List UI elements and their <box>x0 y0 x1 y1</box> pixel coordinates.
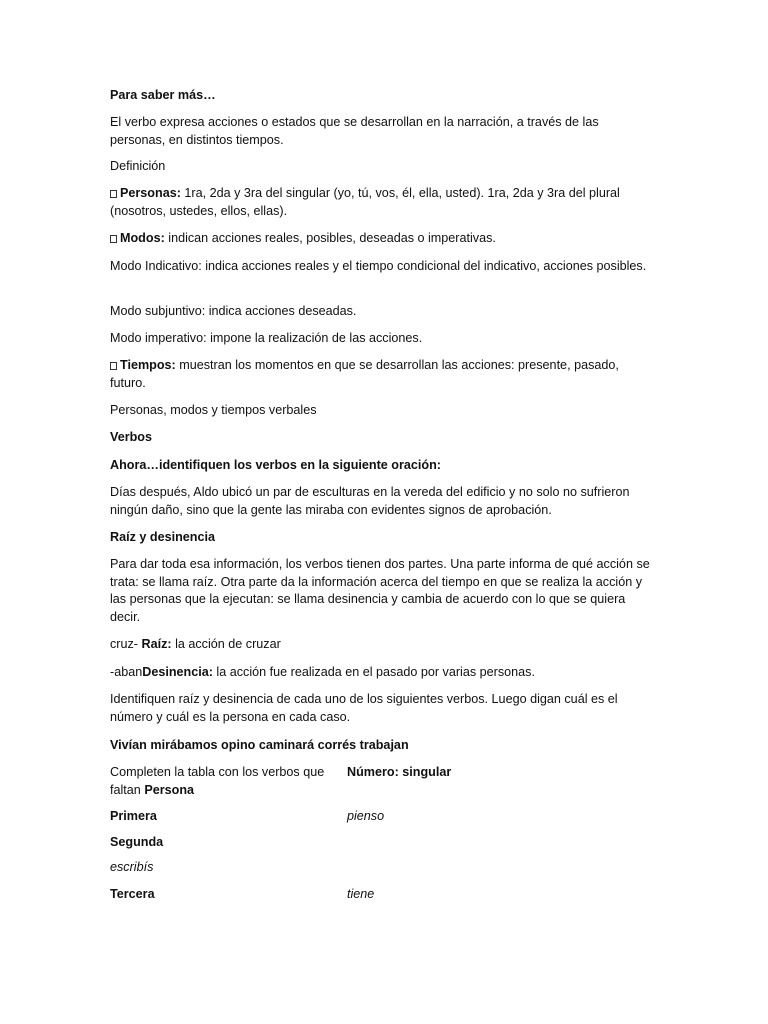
modo-subjuntivo-paragraph: Modo subjuntivo: indica acciones deseadas. <box>110 304 357 318</box>
tiempos-text: muestran los momentos en que se desarrollan las acciones: presente, pasado, futuro. <box>110 358 619 390</box>
raiz-paragraph: Para dar toda esa información, los verbos tienen dos partes. Una parte informa de qué acción se trata: se llama raíz. Otra parte da la información acerca del tiempo en que se realiza la acción y las personas que la ejecutan: se llama desinencia y cambia de acuerdo con lo que se quiera decir. <box>110 557 650 624</box>
aban-example <box>110 664 650 682</box>
tiempos-item <box>110 357 650 392</box>
bullet-box-icon <box>110 362 117 370</box>
verb-list: Vivían mirábamos opino caminará corrés trabajan <box>110 738 409 752</box>
cruz-example <box>110 636 650 654</box>
table-row-segunda-label: Segunda <box>110 835 164 849</box>
desinencia-label: Desinencia: <box>142 665 213 679</box>
table-row-tercera-value: tiene <box>347 887 375 901</box>
table-row-segunda-value: escribís <box>110 860 154 874</box>
table-header-numero: Número: singular <box>347 765 452 779</box>
table-row-primera-label: Primera <box>110 809 157 823</box>
oracion-paragraph: Días después, Aldo ubicó un par de esculturas en la vereda del edificio y no solo no sufrieron ningún daño, sino que la gente las miraba con evidentes signos de aprobación. <box>110 485 630 517</box>
aban-text: la acción fue realizada en el pasado por varias personas. <box>212 665 535 679</box>
tiempos-label: Tiempos: <box>120 358 176 372</box>
identifiquen-paragraph: Identifiquen raíz y desinencia de cada uno de los siguientes verbos. Luego digan cuál es el número y cuál es la persona en cada caso. <box>110 692 618 724</box>
bullet-box-icon <box>110 235 117 243</box>
table-header-left <box>110 764 335 799</box>
personas-item <box>110 185 650 220</box>
cruz-prefix: cruz- <box>110 637 142 651</box>
modos-label: Modos: <box>120 231 165 245</box>
intro-paragraph: El verbo expresa acciones o estados que se desarrollan en la narración, a través de las personas, en distintos tiempos. <box>110 115 599 147</box>
table-header-persona: Persona <box>144 782 195 797</box>
raiz-label: Raíz: <box>141 637 172 651</box>
personas-label: Personas: <box>120 186 181 200</box>
raiz-desinencia-heading: Raíz y desinencia <box>110 530 215 544</box>
personas-text: 1ra, 2da y 3ra del singular (yo, tú, vos, él, ella, usted). 1ra, 2da y 3ra del plural (nosotros, ustedes, ellos, ellas). <box>110 186 620 218</box>
bullet-box-icon <box>110 190 117 198</box>
definition-label: Definición <box>110 159 166 173</box>
cruz-text: la acción de cruzar <box>171 637 281 651</box>
modo-indicativo-paragraph: Modo Indicativo: indica acciones reales y el tiempo condicional del indicativo, acciones posibles. <box>110 259 647 273</box>
personas-modos-tiempos-label: Personas, modos y tiempos verbales <box>110 403 317 417</box>
modo-imperativo-paragraph: Modo imperativo: impone la realización de las acciones. <box>110 331 423 345</box>
modos-text: indican acciones reales, posibles, deseadas o imperativas. <box>164 231 496 245</box>
table-row-primera-value: pienso <box>347 809 385 823</box>
table-row-tercera-label: Tercera <box>110 887 155 901</box>
aban-prefix: -aban <box>110 665 143 679</box>
section-heading-para-saber-mas: Para saber más… <box>110 88 216 102</box>
modos-item <box>110 230 650 248</box>
ahora-heading: Ahora…identifiquen los verbos en la siguiente oración: <box>110 458 441 472</box>
verbos-heading: Verbos <box>110 430 152 444</box>
table-header-instruction: Completen la tabla con los verbos que faltan <box>110 765 325 797</box>
